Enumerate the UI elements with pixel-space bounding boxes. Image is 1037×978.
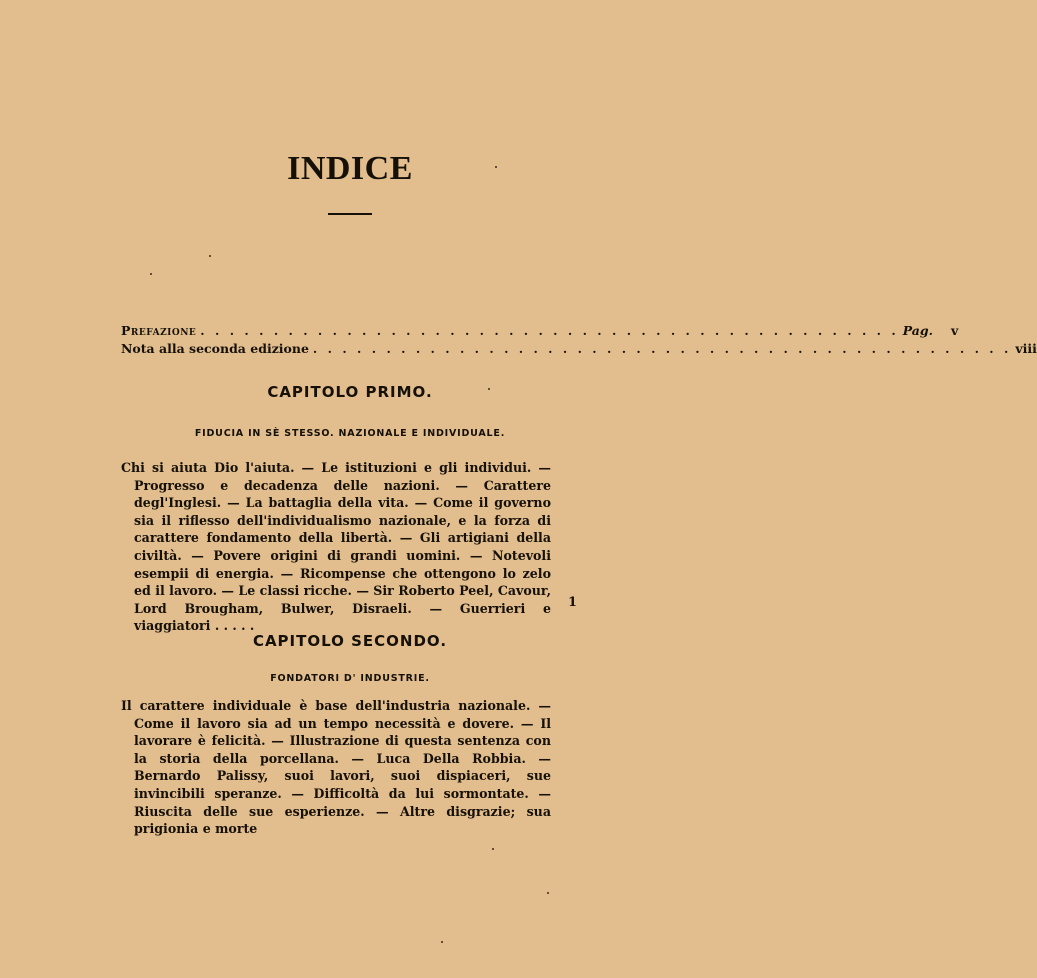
toc-entry-label: Prefazione (121, 323, 197, 338)
toc-entry-label: Nota alla seconda edizione (121, 341, 309, 356)
leader-dots: . . . . . . . . . . . . . . . . . . . . . . . . . . . . . . . . . . . . . . . . . . . . . . . . (200, 323, 899, 338)
paper-speck (209, 255, 211, 257)
paper-speck (441, 941, 443, 943)
chapter-subtitle: FIDUCIA IN SÈ STESSO. NAZIONALE E INDIVIDUALE. (194, 428, 506, 439)
paper-speck (492, 848, 494, 850)
chapter-subtitle: FONDATORI D' INDUSTRIE. (270, 673, 430, 684)
chapter-heading: CAPITOLO SECONDO. (252, 632, 448, 650)
paper-speck (495, 166, 497, 168)
pag-label: Pag. (902, 323, 933, 338)
title-rule (328, 213, 372, 215)
toc-entry-nota[interactable] (121, 341, 1037, 359)
page-title: INDICE (287, 150, 413, 187)
chapter-summary[interactable] (121, 459, 551, 635)
toc-entry-page: viii (1015, 341, 1037, 356)
chapter-summary-text: Il carattere individuale è base dell'industria nazionale. — Come il lavoro sia ad un tempo necessità e dovere. — Il lavorare è felicità. — Illustrazione di questa sentenza con la storia della porcellana. — Luca Della Robbia. — Bernardo Palissy, suoi lavori, suoi dispiaceri, sue invincibili speranze. — Difficoltà da lui sormontate. — Riuscita delle sue esperienze. — Altre disgrazie; sua prigionia e morte (121, 698, 551, 837)
toc-entry-prefazione[interactable] (121, 323, 959, 341)
leader-dots: . . . . . . . . . . . . . . . . . . . . . . . . . . . . . . . . . . . . . . . . . . . . . . . . (312, 341, 1012, 356)
chapter-page-number: 1 (568, 595, 578, 610)
chapter-summary-text: Chi si aiuta Dio l'aiuta. — Le istituzioni e gli individui. — Progresso e decadenza delle nazioni. — Carattere degl'Inglesi. — La battaglia della vita. — Come il governo sia il riflesso dell'individualismo nazionale, e la forza di carattere fondamento della libertà. — Gli artigiani della civiltà. — Povere origini di grandi uomini. — Notevoli esempii di energia. — Ricompense che ottengono lo zelo ed il lavoro. — Le classi ricche. — Sir Roberto Peel, Cavour, Lord Brougham, Bulwer, Disraeli. — Guerrieri e viaggiatori . . . . . (121, 460, 551, 634)
paper-speck (150, 273, 152, 275)
paper-speck (547, 892, 549, 894)
toc-entry-page: v (950, 323, 959, 338)
chapter-summary[interactable] (121, 697, 551, 838)
paper-speck (488, 388, 490, 390)
chapter-heading: CAPITOLO PRIMO. (267, 383, 433, 401)
